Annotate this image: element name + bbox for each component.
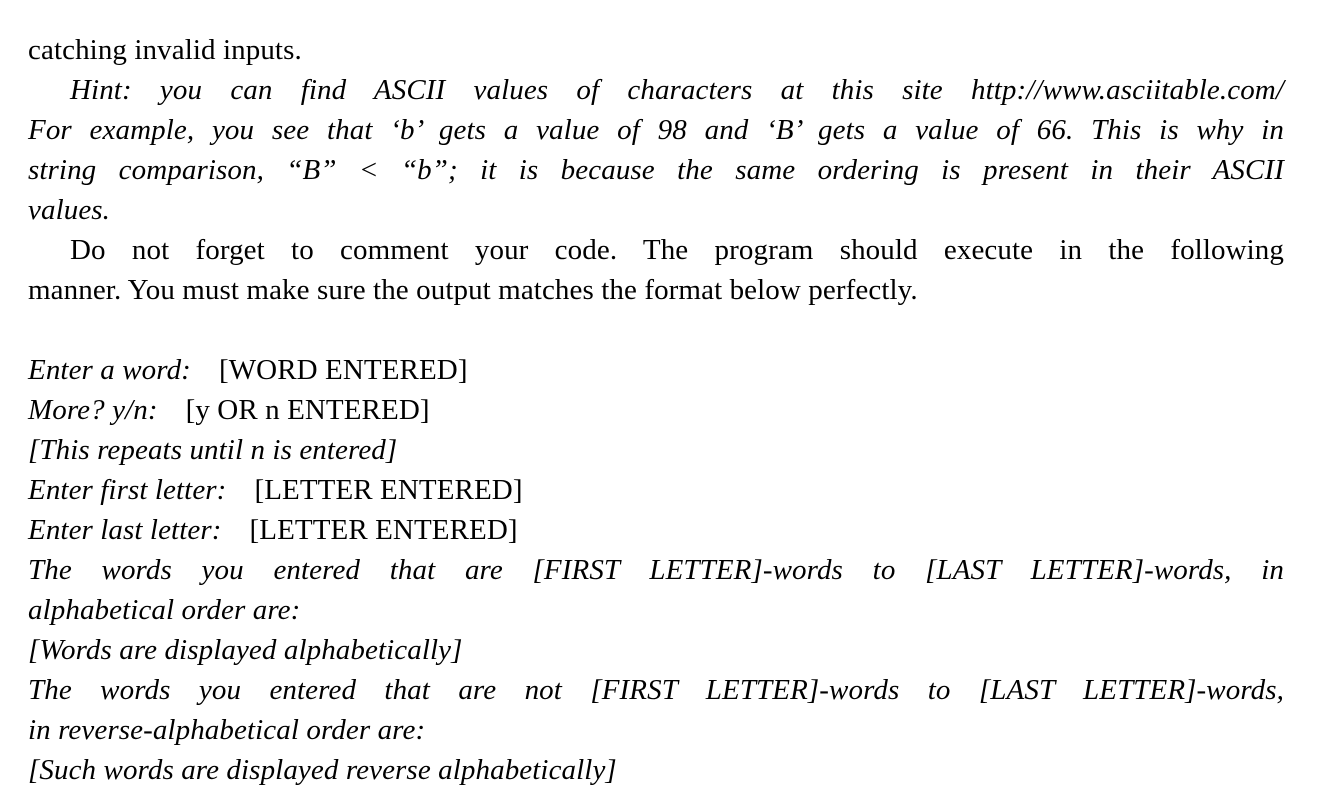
output-line-words-not-in-range-1 bbox=[28, 670, 1284, 710]
placeholder-word-entered: [WORD ENTERED] bbox=[218, 354, 468, 386]
prompt-enter-word: Enter a word: bbox=[28, 354, 191, 386]
text-segment: alphabetical order are: bbox=[28, 594, 301, 626]
prompt-enter-last-letter: Enter last letter: bbox=[28, 514, 222, 546]
text-segment: string comparison, “B” < “b”; it is because the same ordering is present in their ASCII bbox=[28, 154, 1284, 186]
text-segment: values. bbox=[28, 194, 111, 226]
line-values bbox=[28, 190, 1284, 230]
output-line-enter-word bbox=[28, 350, 1284, 390]
text-segment: For example, you see that ‘b’ gets a value of 98 and ‘B’ gets a value of 66. This is why in bbox=[28, 114, 1284, 146]
text-segment: The words you entered that are [FIRST LETTER]-words to [LAST LETTER]-words, in bbox=[28, 554, 1284, 586]
output-line-enter-first-letter bbox=[28, 470, 1284, 510]
text-segment: manner. You must make sure the output matches the format below perfectly. bbox=[28, 274, 918, 306]
prompt-more-yn: More? y/n: bbox=[28, 394, 158, 426]
output-line-words-alphabetical bbox=[28, 630, 1284, 670]
line-catching-invalid-inputs bbox=[28, 30, 1284, 70]
line-do-not-forget bbox=[28, 230, 1284, 270]
placeholder-letter-entered-1: [LETTER ENTERED] bbox=[254, 474, 523, 506]
output-line-words-in-range-1 bbox=[28, 550, 1284, 590]
placeholder-letter-entered-2: [LETTER ENTERED] bbox=[249, 514, 518, 546]
document-lines bbox=[28, 30, 1284, 790]
output-line-words-not-in-range-2 bbox=[28, 710, 1284, 750]
line-string-comparison bbox=[28, 150, 1284, 190]
text-segment: [Words are displayed alphabetically] bbox=[28, 634, 463, 666]
placeholder-y-or-n: [y OR n ENTERED] bbox=[185, 394, 430, 426]
line-hint-url bbox=[28, 70, 1284, 110]
prompt-enter-first-letter: Enter first letter: bbox=[28, 474, 227, 506]
text-segment: The words you entered that are not [FIRST LETTER]-words to [LAST LETTER]-words, bbox=[28, 674, 1284, 706]
output-line-words-reverse-alphabetical bbox=[28, 750, 1284, 790]
hint-text-with-url: Hint: you can find ASCII values of characters at this site http://www.asciitable.com/ bbox=[70, 74, 1284, 106]
text-segment: Do not forget to comment your code. The program should execute in the following bbox=[70, 234, 1284, 266]
text-segment: catching invalid inputs. bbox=[28, 34, 302, 66]
text-segment: in reverse-alphabetical order are: bbox=[28, 714, 426, 746]
blank-separator bbox=[28, 310, 1284, 350]
line-for-example bbox=[28, 110, 1284, 150]
output-line-enter-last-letter bbox=[28, 510, 1284, 550]
text-segment: [This repeats until n is entered] bbox=[28, 434, 398, 466]
output-line-words-in-range-2 bbox=[28, 590, 1284, 630]
output-line-repeats-note bbox=[28, 430, 1284, 470]
line-manner bbox=[28, 270, 1284, 310]
output-line-more-yn bbox=[28, 390, 1284, 430]
text-segment: [Such words are displayed reverse alphabetically] bbox=[28, 754, 617, 786]
